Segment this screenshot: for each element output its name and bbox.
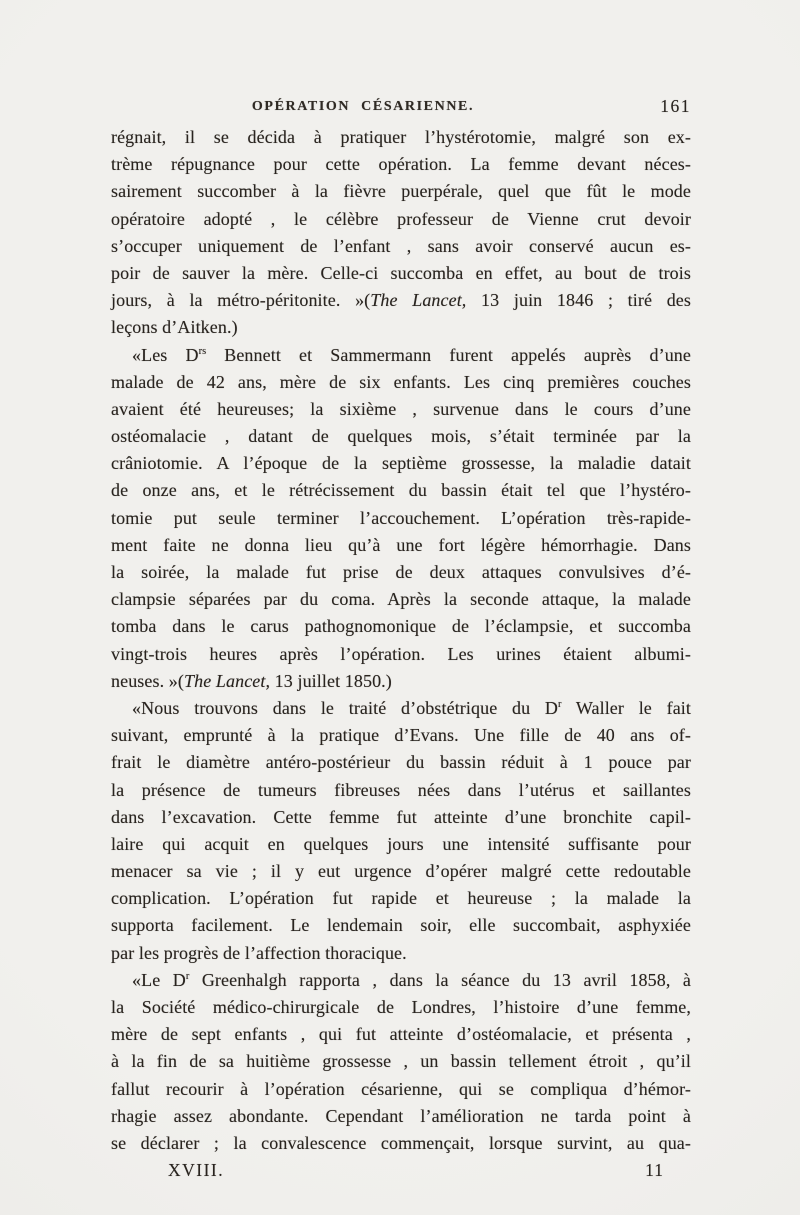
- text-line: jours, à la métro-péritonite. »(The Lancet, 13 juin 1846 ; tiré des: [111, 290, 691, 311]
- running-title: OPÉRATION CÉSARIENNE.: [251, 99, 475, 114]
- page-number: 161: [660, 96, 691, 116]
- text-line: à la fin de sa huitième grossesse , un bassin tellement étroit , qu’il: [111, 1051, 691, 1072]
- text-line: rhagie assez abondante. Cependant l’amélioration ne tarda point à: [111, 1105, 691, 1126]
- text-line: s’occuper uniquement de l’enfant , sans avoir conservé aucun es-: [111, 235, 691, 256]
- text-line: trème répugnance pour cette opération. La femme devant néces-: [111, 154, 691, 175]
- signature-mark: XVIII.: [168, 1160, 225, 1181]
- text-line: neuses. »(The Lancet, 13 juillet 1850.): [111, 670, 392, 691]
- text-line: clampsie séparées par du coma. Après la seconde attaque, la malade: [111, 589, 691, 610]
- text-line: poir de sauver la mère. Celle-ci succomba en effet, au bout de trois: [111, 262, 691, 283]
- superscript-abbreviation: rs: [198, 345, 207, 357]
- paragraph: [111, 124, 691, 342]
- paragraph: [111, 342, 691, 695]
- text-line: laire qui acquit en quelques jours une intensité suffisante pour: [111, 833, 691, 854]
- text-line: «Le $D^r$ Greenhalgh rapporta , dans la séance du 13 avril 1858, à: [132, 969, 691, 990]
- text-line: suivant, emprunté à la pratique d’Evans. Une fille de 40 ans of-: [111, 725, 691, 746]
- text-line: sairement succomber à la fièvre puerpérale, quel que fût le mode: [111, 181, 691, 202]
- text-line: ment faite ne donna lieu qu’à une fort légère hémorrhagie. Dans: [111, 534, 691, 555]
- text-line: fallut recourir à l’opération césarienne, qui se compliqua d’hémor-: [111, 1078, 691, 1099]
- text-line: menacer sa vie ; il y eut urgence d’opérer malgré cette redoutable: [111, 861, 691, 882]
- text-line: «Nous trouvons dans le traité d’obstétrique du $D^r$ Waller le fait: [132, 697, 691, 718]
- paragraph: [111, 967, 691, 1157]
- text-line: complication. L’opération fut rapide et heureuse ; la malade la: [111, 888, 691, 909]
- text-line: de onze ans, et le rétrécissement du bassin était tel que l’hystéro-: [111, 480, 691, 501]
- sheet-number: 11: [645, 1160, 664, 1181]
- body-text: [111, 124, 691, 1157]
- paragraph: [111, 695, 691, 967]
- text-line: «Les $D^{rs}$ Bennett et Sammermann furent appelés auprès d’une: [132, 344, 691, 365]
- text-line: frait le diamètre antéro-postérieur du bassin réduit à 1 pouce par: [111, 752, 691, 773]
- text-line: avaient été heureuses; la sixième , survenue dans le cours d’une: [111, 398, 691, 419]
- text-line: la soirée, la malade fut prise de deux attaques convulsives d’é-: [111, 562, 691, 582]
- text-line: mère de sept enfants , qui fut atteinte d’ostéomalacie, et présenta ,: [111, 1024, 691, 1045]
- text-line: dans l’excavation. Cette femme fut atteinte d’une bronchite capil-: [111, 806, 691, 827]
- text-line: leçons d’Aitken.): [111, 317, 238, 338]
- italic-citation: The Lancet,: [183, 670, 271, 691]
- text-line: opératoire adopté , le célèbre professeur de Vienne crut devoir: [111, 208, 691, 229]
- text-block: [111, 96, 691, 1181]
- superscript-abbreviation: r: [558, 698, 562, 710]
- text-line: la présence de tumeurs fibreuses nées dans l’utérus et saillantes: [111, 779, 691, 800]
- text-line: régnait, il se décida à pratiquer l’hystérotomie, malgré son ex-: [111, 127, 691, 147]
- text-line: crâniotomie. A l’époque de la septième grossesse, la maladie datait: [111, 453, 691, 474]
- text-line: tomie put seule terminer l’accouchement. L’opération très-rapide-: [111, 507, 691, 528]
- running-head: [111, 96, 691, 116]
- text-line: tomba dans le carus pathognomonique de l’éclampsie, et succomba: [111, 616, 691, 637]
- superscript-abbreviation: r: [185, 970, 190, 982]
- text-line: par les progrès de l’affection thoracique.: [111, 942, 407, 963]
- text-line: malade de 42 ans, mère de six enfants. Les cinq premières couches: [111, 371, 691, 392]
- italic-citation: The Lancet,: [370, 290, 467, 311]
- text-line: la Société médico-chirurgicale de Londres, l’histoire d’une femme,: [111, 997, 691, 1017]
- text-line: supporta facilement. Le lendemain soir, elle succombait, asphyxiée: [111, 915, 691, 936]
- text-line: ostéomalacie , datant de quelques mois, s’était terminée par la: [111, 426, 691, 447]
- text-line: vingt-trois heures après l’opération. Les urines étaient albumi-: [111, 643, 691, 664]
- page-footer: [111, 1160, 691, 1181]
- text-line: se déclarer ; la convalescence commençait, lorsque survint, au qua-: [111, 1132, 691, 1153]
